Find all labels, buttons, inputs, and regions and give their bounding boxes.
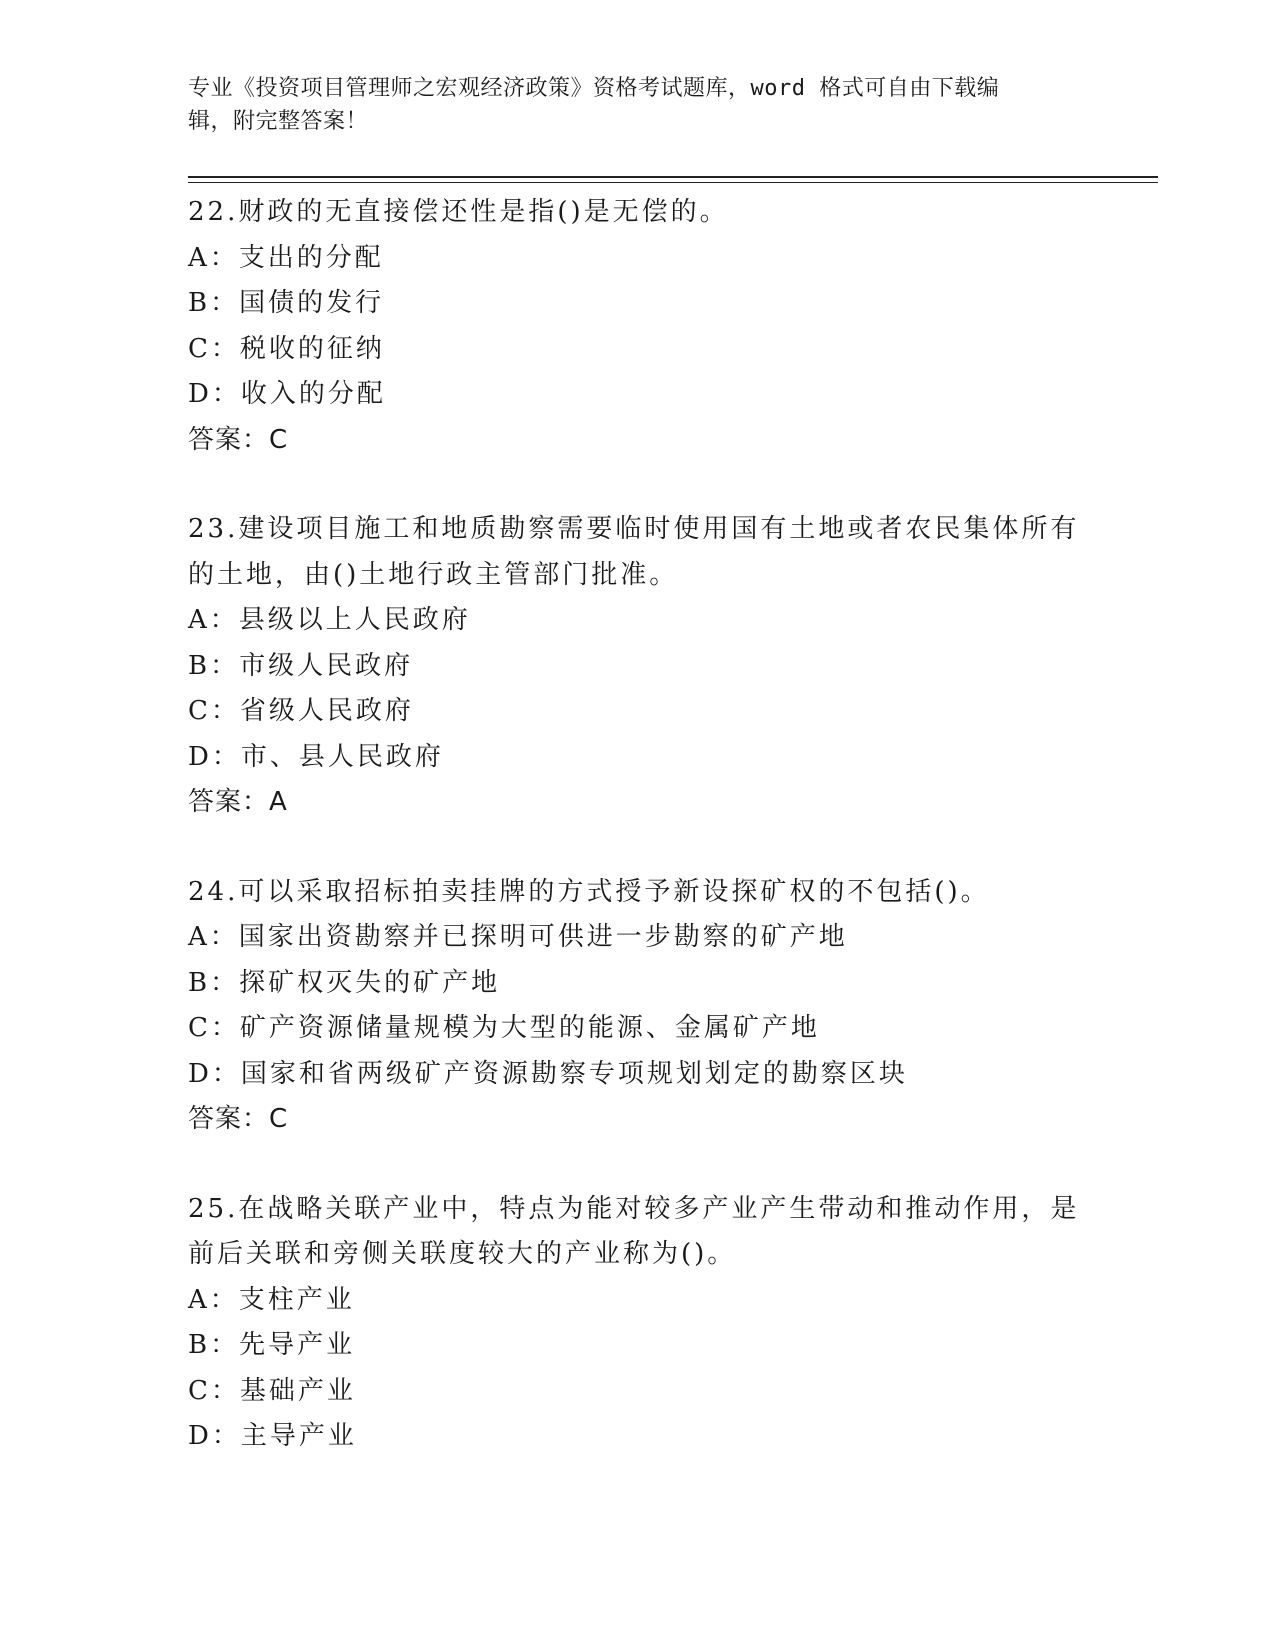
option-b: B：先导产业 — [188, 1330, 356, 1360]
option-c: C：矿产资源储量规模为大型的能源、金属矿产地 — [188, 1013, 820, 1043]
answer: 答案：A — [188, 787, 288, 817]
question-text: 23.建设项目施工和地质勘察需要临时使用国有土地或者农民集体所有的土地，由()土地行政主管部门批准。 — [188, 514, 1080, 590]
option-c: C：税收的征纳 — [188, 333, 385, 364]
answer: 答案：C — [188, 424, 289, 455]
option-d: D：收入的分配 — [188, 379, 386, 409]
answer: 答案：C — [188, 1104, 289, 1134]
question-23 — [188, 507, 1088, 826]
option-d: D：主导产业 — [188, 1421, 357, 1451]
option-c: C：基础产业 — [188, 1375, 356, 1406]
question-25 — [188, 1187, 1088, 1460]
option-b: B：国债的发行 — [188, 288, 385, 318]
option-d: D：国家和省两级矿产资源勘察专项规划划定的勘察区块 — [188, 1058, 908, 1089]
option-a: A：支柱产业 — [188, 1284, 355, 1315]
header-divider-thick — [188, 176, 1158, 178]
document-header — [188, 72, 1068, 138]
option-a: A：县级以上人民政府 — [188, 605, 471, 635]
question-24 — [188, 870, 1088, 1143]
header-line-1: 专业《投资项目管理师之宏观经济政策》资格考试题库，word 格式可自由下载编 — [188, 76, 1000, 101]
option-a: A：国家出资勘察并已探明可供进一步勘察的矿产地 — [188, 922, 848, 952]
question-text: 25.在战略关联产业中，特点为能对较多产业产生带动和推动作用，是前后关联和旁侧关联度较大的产业称为()。 — [188, 1193, 1080, 1269]
question-list — [188, 190, 1088, 1504]
option-d: D：市、县人民政府 — [188, 741, 444, 772]
question-text: 22.财政的无直接偿还性是指()是无偿的。 — [188, 197, 729, 227]
header-line-2: 辑，附完整答案！ — [188, 109, 369, 134]
option-b: B：探矿权灭失的矿产地 — [188, 967, 501, 998]
option-c: C：省级人民政府 — [188, 696, 414, 726]
header-divider-thin — [188, 182, 1158, 183]
option-b: B：市级人民政府 — [188, 650, 414, 681]
question-22 — [188, 190, 1088, 463]
option-a: A：支出的分配 — [188, 242, 384, 273]
question-text: 24.可以采取招标拍卖挂牌的方式授予新设探矿权的不包括()。 — [188, 876, 990, 907]
